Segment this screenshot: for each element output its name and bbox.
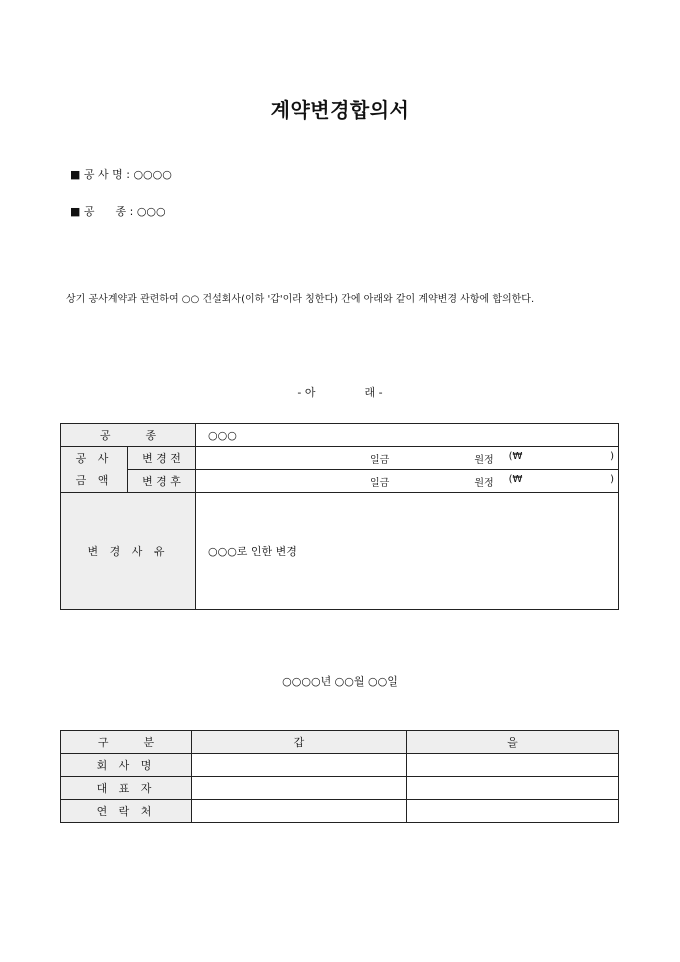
after-change-label: 변 경 후	[128, 470, 196, 493]
party-a-rep-cell	[192, 777, 407, 800]
won-sign: (₩	[508, 450, 523, 462]
work-type-label: 공 종	[61, 424, 196, 447]
party-b-contact-cell	[407, 800, 619, 823]
won-word: 원정	[474, 454, 494, 466]
after-change-amount	[196, 470, 619, 493]
below-heading: - 아 래 -	[297, 386, 383, 399]
document-title: 계약변경합의서	[270, 98, 410, 122]
before-change-amount	[196, 447, 619, 470]
change-reason-value: ○○○로 인한 변경	[196, 493, 619, 610]
company-name-label: 회 사 명	[61, 754, 192, 777]
representative-label: 대 표 자	[61, 777, 192, 800]
contact-label: 연 락 처	[61, 800, 192, 823]
work-type-field: ■ 공 종 : ○○○	[70, 205, 166, 218]
division-header: 구 분	[61, 731, 192, 754]
contract-change-table	[60, 423, 619, 610]
signatory-table	[60, 730, 619, 823]
amount-word: 일금	[370, 454, 390, 466]
before-change-label: 변 경 전	[128, 447, 196, 470]
party-a-contact-cell	[192, 800, 407, 823]
party-b-company-cell	[407, 754, 619, 777]
amount-label-line-1: 공 사	[75, 451, 113, 465]
party-a-company-cell	[192, 754, 407, 777]
party-b-header: 을	[407, 731, 619, 754]
amount-word: 일금	[370, 477, 390, 489]
party-a-header: 갑	[192, 731, 407, 754]
contract-amount-label	[61, 447, 128, 493]
agreement-paragraph: 상기 공사계약과 관련하여 ○○ 건설회사(이하 '갑'이라 칭한다) 간에 아래와 같이 계약변경 사항에 합의한다.	[66, 294, 535, 305]
work-type-value: ○○○	[196, 424, 619, 447]
change-reason-label: 변 경 사 유	[61, 493, 196, 610]
close-paren: )	[610, 473, 614, 485]
won-sign: (₩	[508, 473, 523, 485]
amount-label-line-2: 금 액	[75, 473, 113, 487]
close-paren: )	[610, 450, 614, 462]
project-name-field: ■ 공 사 명 : ○○○○	[70, 168, 172, 181]
party-b-rep-cell	[407, 777, 619, 800]
won-word: 원정	[474, 477, 494, 489]
agreement-date: ○○○○년 ○○월 ○○일	[282, 675, 398, 688]
